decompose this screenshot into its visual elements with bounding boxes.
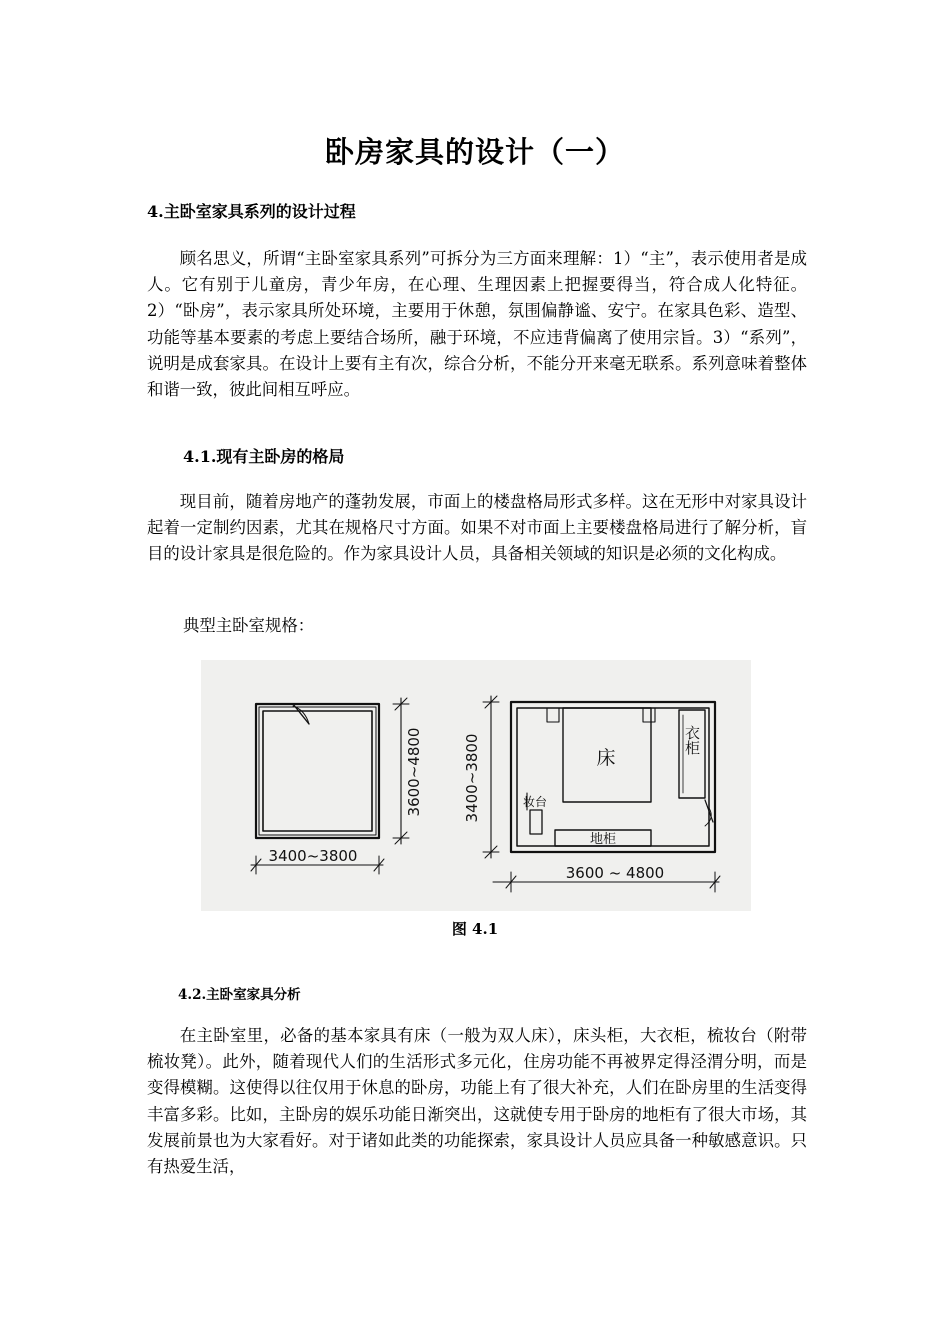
left-width-label: 3400~3800 (268, 847, 358, 865)
floor-cabinet-label: 地柜 (589, 832, 617, 847)
section-4-1-heading: 4.1.现有主卧房的格局 (183, 447, 345, 466)
bed-label: 床 (596, 747, 616, 769)
section-4-paragraph: 顾名思义，所谓“主卧室家具系列”可拆分为三方面来理解：1）“主”，表示使用者是成人。它有别于儿童房，青少年房，在心理、生理因素上把握要得当，符合成人化特征。2）“卧房”，表示家具所处环境，主要用于休憩，氛围偏静谧、安宁。在家具色彩、造型、功能等基本要素的考虑上要结合场所，融于环境，不应违背偏离了使用宗旨。3）“系列”，说明是成套家具。在设计上要有主有次，综合分析，不能分开来毫无联系。系列意味着整体和谐一致，彼此间相互呼应。 (147, 249, 807, 400)
figure-caption: 图 4.1 (451, 920, 499, 938)
dresser-label: 妆台 (522, 795, 548, 809)
right-width-label: 3600 ~ 4800 (565, 864, 665, 882)
left-depth-label: 3600~4800 (405, 727, 423, 817)
dresser (530, 810, 542, 834)
section-4-2-heading: 4.2.主卧室家具分析 (178, 987, 301, 1003)
section-4-heading: 4.主卧室家具系列的设计过程 (147, 202, 356, 221)
wardrobe-label: 衣柜 (683, 725, 701, 755)
section-4-1-paragraph: 现目前，随着房地产的蓬勃发展，市面上的楼盘格局形式多样。这在无形中对家具设计起着一定制约因素，尤其在规格尺寸方面。如果不对市面上主要楼盘格局进行了解分析，盲目的设计家具是很危险的。作为家具设计人员，具备相关领域的知识是必须的文化构成。 (147, 492, 807, 564)
right-depth-label: 3400~3800 (463, 733, 481, 823)
page-title: 卧房家具的设计（一） (324, 135, 625, 169)
figure-lead-in: 典型主卧室规格： (183, 616, 315, 635)
section-4-2-paragraph: 在主卧室里，必备的基本家具有床（一般为双人床），床头柜，大衣柜，梳妆台（附带梳妆凳）。此外，随着现代人们的生活形式多元化，住房功能不再被界定得泾渭分明，而是变得模糊。这使得以往仅用于休息的卧房，功能上有了很大补充，人们在卧房里的生活变得丰富多彩。比如，主卧房的娱乐功能日渐突出，这就使专用于卧房的地柜有了很大市场，其发展前景也为大家看好。对于诸如此类的功能探索，家具设计人员应具备一种敏感意识。只有热爱生活， (147, 1026, 807, 1177)
floor-plan-sketch (201, 660, 751, 911)
